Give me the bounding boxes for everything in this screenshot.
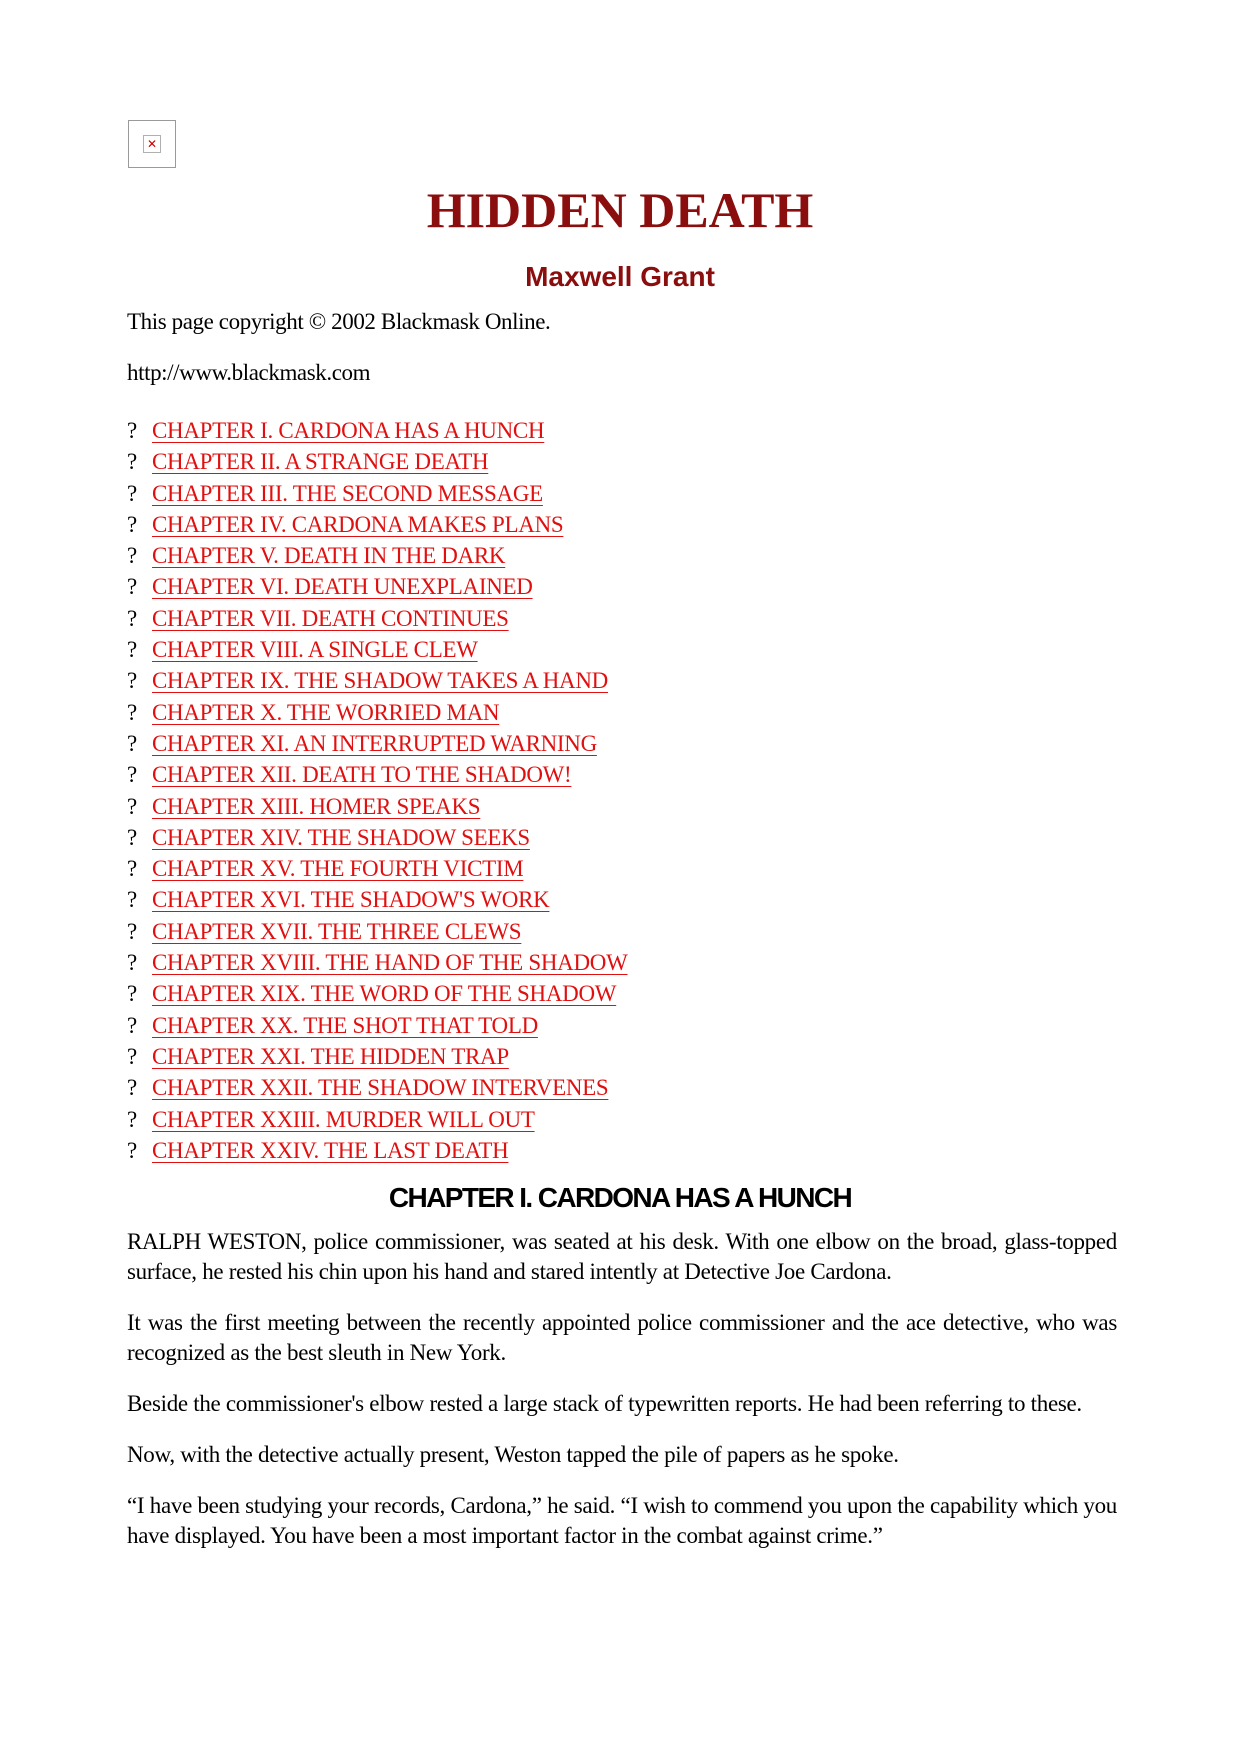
toc-bullet: ? xyxy=(127,762,138,788)
toc-bullet: ? xyxy=(127,668,138,694)
toc-item xyxy=(127,509,628,540)
toc-link[interactable]: CHAPTER IV. CARDONA MAKES PLANS xyxy=(152,511,564,537)
toc-link[interactable]: CHAPTER XIX. THE WORD OF THE SHADOW xyxy=(152,981,617,1007)
toc-item xyxy=(127,665,628,696)
toc-item xyxy=(127,916,628,947)
toc-bullet: ? xyxy=(127,981,138,1007)
chapter-body xyxy=(127,1227,1117,1572)
toc-bullet: ? xyxy=(127,574,138,600)
paragraph: It was the first meeting between the recently appointed police commissioner and the ace detective, who was recognized as the best sleuth in New York. xyxy=(127,1310,1117,1365)
toc-link[interactable]: CHAPTER VI. DEATH UNEXPLAINED xyxy=(152,574,533,600)
toc-link[interactable]: CHAPTER XII. DEATH TO THE SHADOW! xyxy=(152,762,572,788)
toc-item xyxy=(127,446,628,477)
toc-item xyxy=(127,634,628,665)
toc-item xyxy=(127,822,628,853)
toc-item xyxy=(127,540,628,571)
toc-link[interactable]: CHAPTER XVII. THE THREE CLEWS xyxy=(152,918,522,944)
toc-item xyxy=(127,603,628,634)
chapter-heading: CHAPTER I. CARDONA HAS A HUNCH xyxy=(388,1182,852,1213)
paragraph: Now, with the detective actually present, Weston tapped the pile of papers as he spoke. xyxy=(127,1442,899,1467)
toc-item xyxy=(127,1010,628,1041)
toc-item xyxy=(127,697,628,728)
toc-link[interactable]: CHAPTER XVIII. THE HAND OF THE SHADOW xyxy=(152,950,628,976)
book-title: HIDDEN DEATH xyxy=(426,182,814,238)
toc-link[interactable]: CHAPTER XXI. THE HIDDEN TRAP xyxy=(152,1043,509,1069)
toc-item xyxy=(127,759,628,790)
toc-bullet: ? xyxy=(127,511,138,537)
toc-item xyxy=(127,571,628,602)
toc-link[interactable]: CHAPTER XX. THE SHOT THAT TOLD xyxy=(152,1012,538,1038)
paragraph: Beside the commissioner's elbow rested a large stack of typewritten reports. He had been referring to these. xyxy=(127,1391,1082,1416)
toc-item xyxy=(127,947,628,978)
toc-link[interactable]: CHAPTER X. THE WORRIED MAN xyxy=(152,699,500,725)
toc-bullet: ? xyxy=(127,543,138,569)
toc-bullet: ? xyxy=(127,824,138,850)
toc-bullet: ? xyxy=(127,1043,138,1069)
toc-item xyxy=(127,478,628,509)
toc-link[interactable]: CHAPTER VIII. A SINGLE CLEW xyxy=(152,637,478,663)
toc-bullet: ? xyxy=(127,637,138,663)
toc-bullet: ? xyxy=(127,418,138,443)
book-author: Maxwell Grant xyxy=(525,261,715,292)
toc-item xyxy=(127,1135,628,1166)
toc-item xyxy=(127,853,628,884)
source-url: http://www.blackmask.com xyxy=(127,360,371,385)
paragraph: RALPH WESTON, police commissioner, was seated at his desk. With one elbow on the broad, glass-topped surface, he rested his chin upon his hand and stared intently at Detective Joe Cardona. xyxy=(127,1229,1117,1284)
copyright-notice: This page copyright © 2002 Blackmask Online. xyxy=(127,309,551,334)
toc-bullet: ? xyxy=(127,1075,138,1101)
toc-item xyxy=(127,978,628,1009)
toc-link[interactable]: CHAPTER XIII. HOMER SPEAKS xyxy=(152,793,481,819)
toc-item xyxy=(127,415,628,446)
toc-bullet: ? xyxy=(127,918,138,944)
toc-item xyxy=(127,1104,628,1135)
toc-bullet: ? xyxy=(127,950,138,976)
toc-link[interactable]: CHAPTER XV. THE FOURTH VICTIM xyxy=(152,856,524,882)
toc-item xyxy=(127,884,628,915)
toc-link[interactable]: CHAPTER XXIV. THE LAST DEATH xyxy=(152,1137,509,1163)
toc-bullet: ? xyxy=(127,699,138,725)
toc-item xyxy=(127,728,628,759)
toc-link[interactable]: CHAPTER XI. AN INTERRUPTED WARNING xyxy=(152,730,597,756)
table-of-contents xyxy=(127,415,628,1166)
toc-item xyxy=(127,1072,628,1103)
toc-link[interactable]: CHAPTER XXIII. MURDER WILL OUT xyxy=(152,1106,535,1132)
toc-bullet: ? xyxy=(127,730,138,756)
toc-link[interactable]: CHAPTER I. CARDONA HAS A HUNCH xyxy=(152,418,545,443)
toc-item xyxy=(127,1041,628,1072)
toc-bullet: ? xyxy=(127,793,138,819)
toc-bullet: ? xyxy=(127,1137,138,1163)
paragraph: “I have been studying your records, Cardona,” he said. “I wish to commend you upon the capability which you have displayed. You have been a most important factor in the combat against crime.” xyxy=(127,1493,1117,1548)
broken-image-x-icon: ✕ xyxy=(143,135,161,153)
toc-link[interactable]: CHAPTER XIV. THE SHADOW SEEKS xyxy=(152,824,530,850)
toc-link[interactable]: CHAPTER XVI. THE SHADOW'S WORK xyxy=(152,887,550,913)
toc-bullet: ? xyxy=(127,480,138,506)
toc-bullet: ? xyxy=(127,856,138,882)
toc-bullet: ? xyxy=(127,449,138,475)
toc-link[interactable]: CHAPTER III. THE SECOND MESSAGE xyxy=(152,480,543,506)
toc-link[interactable]: CHAPTER II. A STRANGE DEATH xyxy=(152,449,489,475)
toc-bullet: ? xyxy=(127,887,138,913)
broken-image-icon xyxy=(128,120,176,168)
toc-bullet: ? xyxy=(127,605,138,631)
toc-bullet: ? xyxy=(127,1106,138,1132)
toc-item xyxy=(127,791,628,822)
toc-link[interactable]: CHAPTER VII. DEATH CONTINUES xyxy=(152,605,509,631)
toc-link[interactable]: CHAPTER IX. THE SHADOW TAKES A HAND xyxy=(152,668,608,694)
toc-bullet: ? xyxy=(127,1012,138,1038)
toc-link[interactable]: CHAPTER XXII. THE SHADOW INTERVENES xyxy=(152,1075,609,1101)
toc-link[interactable]: CHAPTER V. DEATH IN THE DARK xyxy=(152,543,506,569)
